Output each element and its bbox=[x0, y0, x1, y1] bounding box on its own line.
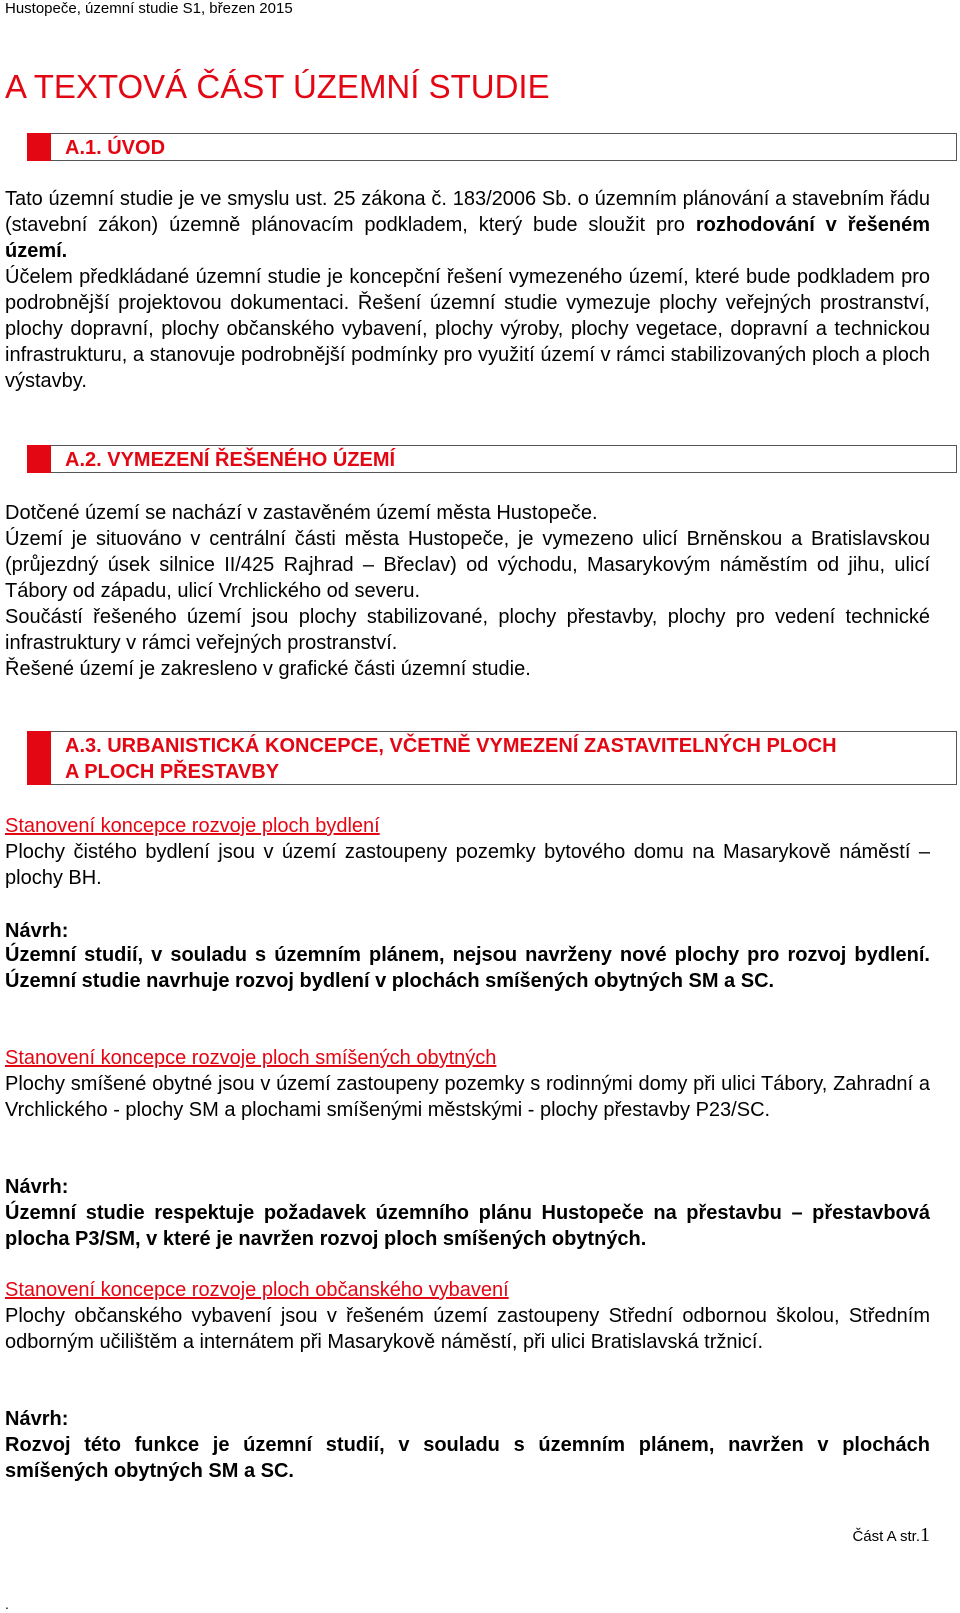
paragraph: Dotčené území se nachází v zastavěném území města Hustopeče. bbox=[5, 502, 598, 524]
footer-label: Část A str. bbox=[852, 1528, 920, 1545]
navrh-label: Návrh: bbox=[5, 1408, 69, 1430]
subsection-link-smisene: Stanovení koncepce rozvoje ploch smíšených obytných bbox=[5, 1047, 497, 1069]
paragraph-bold-text: rozhodování v řešeném území. bbox=[5, 214, 930, 262]
paragraph: Řešené území je zakresleno v grafické části územní studie. bbox=[5, 658, 531, 680]
paragraph: Plochy občanského vybavení jsou v řešeném území zastoupeny Střední odbornou školou, Středním odborným učilištěm a internátem při Masarykově náměstí, při ulici Bratislavská tržnicí. bbox=[5, 1305, 930, 1353]
section-heading-label: A.1. ÚVOD bbox=[65, 137, 166, 159]
section-heading-a1 bbox=[27, 133, 957, 161]
section-heading-a3 bbox=[27, 731, 957, 785]
paragraph: Součástí řešeného území jsou plochy stabilizované, plochy přestavby, plochy pro vedení technické infrastruktury v rámci veřejných prostranství. bbox=[5, 606, 930, 654]
page-dot: . bbox=[5, 1596, 9, 1612]
page-number: 1 bbox=[920, 1524, 930, 1546]
subsection-link-bydleni: Stanovení koncepce rozvoje ploch bydlení bbox=[5, 815, 380, 837]
navrh-text: Územní studií, v souladu s územním plánem, nejsou navrženy nové plochy pro rozvoj bydlení. Územní studie navrhuje rozvoj bydlení v plochách smíšených obytných SM a SC. bbox=[5, 944, 930, 992]
section-heading-label: A PLOCH PŘESTAVBY bbox=[65, 761, 280, 783]
navrh-text: Územní studie respektuje požadavek územního plánu Hustopeče na přestavbu – přestavbová plocha P3/SM, v které je navržen rozvoj ploch smíšených obytných. bbox=[5, 1202, 930, 1250]
section-marker bbox=[27, 731, 51, 785]
paragraph: Účelem předkládané územní studie je koncepční řešení vymezeného území, které bude podkladem pro podrobnější projektovou dokumentaci. Řešení územní studie vymezuje plochy veřejných prostranství, plochy dopravní, plochy občanského vybavení, plochy výroby, plochy vegetace, dopravní a technickou infrastrukturu, a stanovuje podrobnější podmínky pro využití území v rámci stabilizovaných ploch a ploch výstavby. bbox=[5, 266, 930, 392]
paragraph: Území je situováno v centrální části města Hustopeče, je vymezeno ulicí Brněnskou a Bratislavskou (průjezdný úsek silnice II/425 Rajhrad – Břeclav) od východu, Masarykovým náměstím od jihu, ulicí Tábory od západu, ulicí Vrchlického od severu. bbox=[5, 528, 930, 602]
paragraph-text: Tato územní studie je ve smyslu ust. 25 zákona č. 183/2006 Sb. o územním plánování a stavebním řádu (stavební zákon) územně plánovacím podkladem, který bude sloužit pro bbox=[5, 188, 930, 236]
page-header: Hustopeče, územní studie S1, březen 2015 bbox=[5, 0, 293, 17]
navrh-label: Návrh: bbox=[5, 1176, 69, 1198]
page-footer bbox=[852, 1524, 930, 1547]
paragraph: Plochy smíšené obytné jsou v území zastoupeny pozemky s rodinnými domy při ulici Tábory, Zahradní a Vrchlického - plochy SM a plochami smíšenými městskými - plochy přestavby P23/SC. bbox=[5, 1073, 930, 1121]
section-heading-label: A.3. URBANISTICKÁ KONCEPCE, VČETNĚ VYMEZENÍ ZASTAVITELNÝCH PLOCH bbox=[65, 735, 837, 757]
section-heading-label: A.2. VYMEZENÍ ŘEŠENÉHO ÚZEMÍ bbox=[65, 449, 396, 471]
subsection-link-obcanske: Stanovení koncepce rozvoje ploch občanského vybavení bbox=[5, 1279, 509, 1301]
section-marker bbox=[27, 133, 51, 161]
navrh-label: Návrh: bbox=[5, 920, 69, 942]
paragraph bbox=[5, 186, 930, 264]
section-heading-a2 bbox=[27, 445, 957, 473]
paragraph: Plochy čistého bydlení jsou v území zastoupeny pozemky bytového domu na Masarykově náměstí – plochy BH. bbox=[5, 841, 930, 889]
navrh-text: Rozvoj této funkce je územní studií, v souladu s územním plánem, navržen v plochách smíšených obytných SM a SC. bbox=[5, 1434, 930, 1482]
section-marker bbox=[27, 445, 51, 473]
page-title: A TEXTOVÁ ČÁST ÚZEMNÍ STUDIE bbox=[5, 68, 550, 105]
